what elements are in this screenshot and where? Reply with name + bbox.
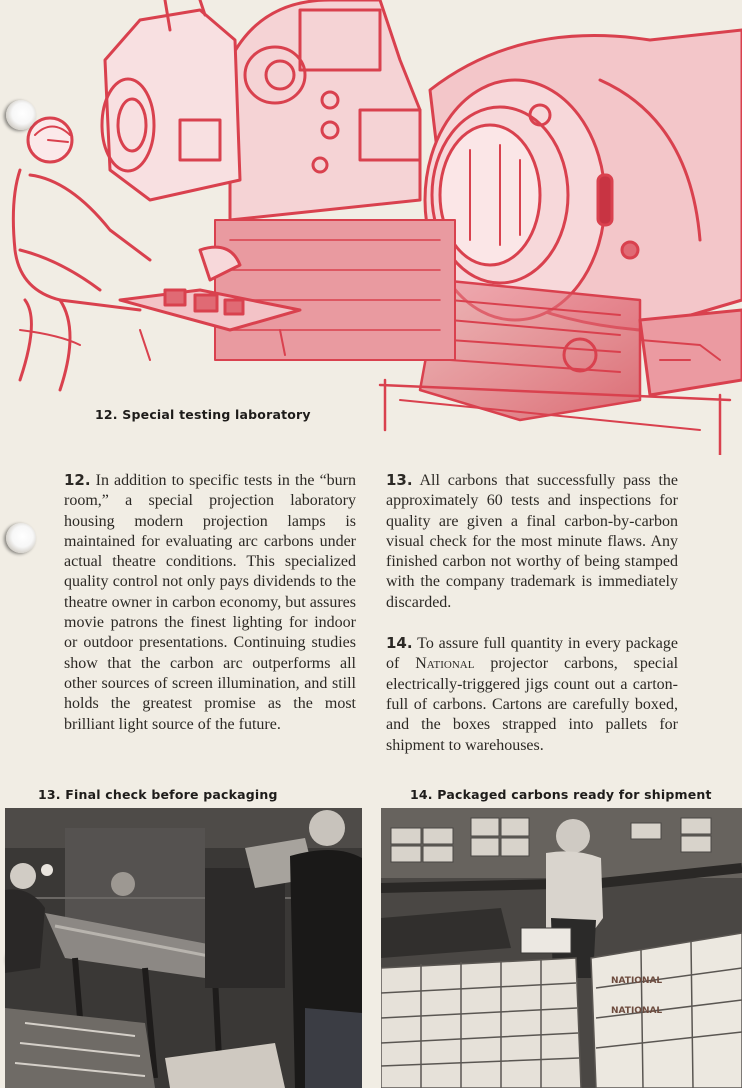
binder-hole [6,523,36,553]
paragraph-text: projector carbons, special electrically-triggered jigs count out a carton-full of carbons. Cartons are carefully boxed, and the boxes strapped into pallets for shipment to warehouses. [386,655,679,754]
box-label: NATIONAL [611,1006,663,1016]
box-label: NATIONAL [611,976,663,986]
final-check-photo [5,808,362,1088]
binder-hole [6,100,36,130]
paragraph-12 [64,470,356,735]
testing-lab-illustration [0,0,742,455]
photo-caption-left: 13. Final check before packaging [38,787,278,802]
paragraph-number: 14. [386,634,413,653]
photo-caption-right: 14. Packaged carbons ready for shipment [410,787,712,802]
packaged-carbons-photo [381,808,742,1088]
final-check-scene [5,808,362,1088]
brand-name: National [415,655,475,673]
lab-sketch [0,0,742,455]
paragraph-number: 12. [64,471,91,489]
illustration-caption: 12. Special testing laboratory [95,407,311,422]
paragraph-13 [386,470,678,613]
paragraph-text: All carbons that successfully pass the approximately 60 tests and inspections for quality are given a final carbon-by-carbon visual check for the most minute flaws. Any finished carbon not worthy of being stamped with the company trademark is immediately discarded. [386,472,678,611]
paragraph-number: 13. [386,471,413,489]
right-text-column [386,470,678,756]
paragraph-14 [386,633,678,756]
paragraph-text: To assure full quantity in every package of [386,635,678,673]
paragraph-text: In addition to specific tests in the “burn room,” a special projection laboratory housing modern projection lamps is maintained for evaluating arc carbons under actual theatre conditions. This specialized quality control not only pays dividends to the theatre owner in carbon economy, but assures movie patrons the finest lighting for indoor or outdoor presentations. Continuing studies show that the carbon arc outperforms all other sources of screen illumination, and still holds the greatest promise as the most brilliant light source of the future. [64,472,357,733]
warehouse-scene [381,808,742,1088]
